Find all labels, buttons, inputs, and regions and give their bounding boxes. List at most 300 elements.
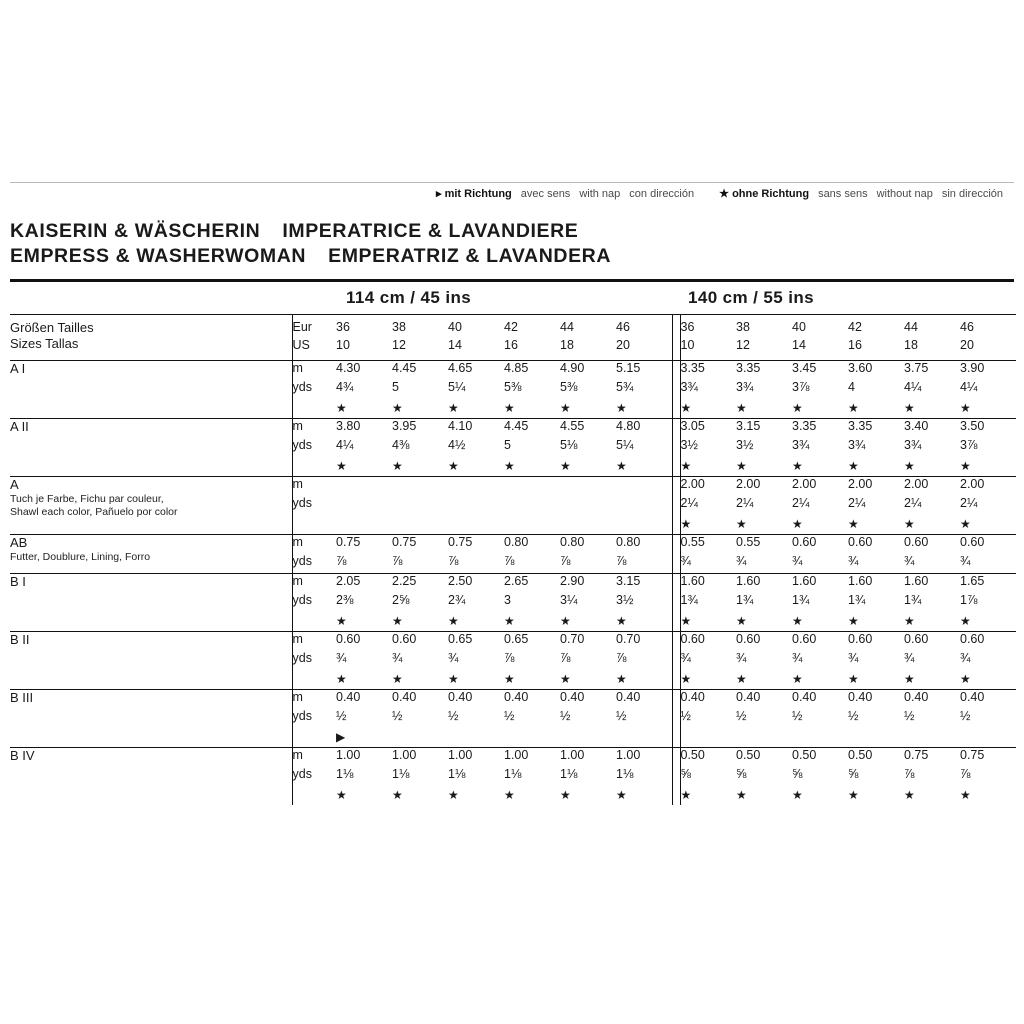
row-label-cell [10,535,292,574]
val-yds: 5 [504,438,511,452]
size-us-4: 16 [504,338,518,352]
table-row [10,748,1016,806]
val-m: 0.50 [792,748,817,762]
val-yds [336,496,392,515]
unit-nap-blank [293,670,337,689]
val-yds: ¾ [904,651,915,665]
val-yds: ¾ [792,554,803,568]
nap-symbol: ★ [616,788,627,802]
val-m: 2.00 [792,477,817,491]
size-col-5 [560,315,616,361]
val-m: 0.55 [680,535,705,549]
nap-symbol: ★ [392,401,403,415]
val-yds: 5⅛ [560,438,578,452]
val-yds: ½ [504,709,515,723]
val-m: 0.70 [616,632,641,646]
nap-symbol: ★ [616,459,627,473]
size-col-11 [904,315,960,361]
val-m: 0.55 [736,535,761,549]
nap-symbol [960,728,1016,747]
nap-symbol: ★ [560,614,571,628]
row-value-col [904,419,960,477]
nap-symbol: ★ [792,788,803,802]
size-eur-5: 44 [560,320,574,334]
row-value-col [616,574,672,632]
unit-m: m [292,361,303,375]
row-label: A II [10,419,29,434]
row-value-col [504,690,560,748]
nap-symbol: ★ [680,788,692,802]
unit-yds: yds [292,496,312,510]
val-yds: 2¼ [960,496,978,510]
row-value-col [336,574,392,632]
size-us-12: 20 [960,338,974,352]
val-m: 0.60 [336,632,361,646]
nap-symbol: ★ [680,517,692,531]
val-yds: 5¼ [616,438,634,452]
row-value-col [792,690,848,748]
val-m [448,477,504,496]
val-m: 0.80 [616,535,641,549]
val-yds: ½ [848,709,859,723]
val-yds: ¾ [792,651,803,665]
val-yds: ¾ [960,651,971,665]
row-label: A I [10,361,26,376]
val-yds: 3 [504,593,511,607]
row-value-col [960,477,1016,535]
nap-symbol [504,515,560,534]
val-yds: ⅝ [848,767,859,781]
nap-symbol [736,728,792,747]
val-yds: ¾ [736,651,747,665]
row-value-col [848,477,904,535]
val-m: 5.15 [616,361,641,375]
nap-symbol: ★ [392,614,403,628]
row-sublabel-2: Shawl each color, Pañuelo por color [10,506,178,518]
nap-symbol: ★ [960,517,971,531]
title-it-fr-1: IMPERATRICE & LAVANDIERE [282,220,579,242]
pattern-titles [10,219,1014,269]
val-yds: 3½ [616,593,634,607]
size-us-10: 16 [848,338,862,352]
val-yds: 2¼ [680,496,698,510]
row-value-col [848,748,904,806]
row-value-col [904,361,960,419]
val-m: 1.00 [504,748,529,762]
val-m: 0.60 [848,632,873,646]
unit-eur: Eur [292,320,312,334]
row-value-col [792,535,848,574]
row-value-col [392,632,448,690]
nap-symbol [392,728,448,747]
val-m: 3.40 [904,419,929,433]
nap-symbol: ★ [904,672,915,686]
row-value-col [848,419,904,477]
width-divider [672,477,680,535]
unit-yds: yds [292,438,312,452]
val-yds: 2¾ [448,593,466,607]
row-value-col [560,632,616,690]
size-eur-10: 42 [848,320,862,334]
nap-symbol: ★ [560,672,571,686]
row-value-col [504,748,560,806]
title-line-2 [10,244,1014,269]
val-yds: 1⅛ [448,767,466,781]
nap-symbol: ★ [792,459,803,473]
row-value-col [960,419,1016,477]
row-value-col [616,632,672,690]
fabric-width-140: 140 cm / 55 ins [688,288,815,307]
width-divider [672,632,680,690]
row-value-col [336,535,392,574]
fabric-chart-sheet [10,182,1014,805]
val-m: 0.40 [904,690,929,704]
row-value-col [616,419,672,477]
nap-symbol: ★ [792,672,803,686]
row-value-col [904,632,960,690]
val-yds: 5¾ [616,380,634,394]
val-m: 0.40 [392,690,417,704]
val-m: 3.90 [960,361,985,375]
nap-symbol: ★ [792,614,803,628]
val-m: 4.55 [560,419,585,433]
nap-symbol: ★ [680,459,692,473]
nap-symbol [792,728,848,747]
row-unit-cell [292,690,336,748]
val-m: 0.60 [736,632,761,646]
row-value-col [504,574,560,632]
nap-symbol: ★ [960,459,971,473]
size-col-8 [736,315,792,361]
val-m [392,477,448,496]
title-es-2: EMPERATRIZ & LAVANDERA [328,245,612,267]
val-yds: ⅝ [680,767,691,781]
row-value-col [560,419,616,477]
val-yds: ⅝ [792,767,803,781]
row-value-col [392,748,448,806]
size-col-3 [448,315,504,361]
width-divider [672,574,680,632]
nap-symbol: ★ [560,788,571,802]
size-us-8: 12 [736,338,750,352]
size-eur-2: 38 [392,320,406,334]
val-yds: ½ [336,709,347,723]
unit-nap-blank [293,457,337,476]
val-m [336,477,392,496]
row-value-col [448,419,504,477]
row-unit-cell [292,574,336,632]
title-de-fr-1: KAISERIN & WÄSCHERIN [10,220,261,242]
with-nap-group [436,187,512,201]
val-yds: 2¼ [904,496,922,510]
unit-yds: yds [292,709,312,723]
val-yds: ⅝ [736,767,747,781]
row-value-col [504,361,560,419]
val-yds: 2¼ [848,496,866,510]
unit-yds: yds [292,593,312,607]
val-m: 0.75 [904,748,929,762]
row-value-col [904,477,960,535]
val-m: 2.00 [904,477,929,491]
val-m: 4.90 [560,361,585,375]
table-row [10,574,1016,632]
row-value-col [680,690,736,748]
val-yds: 1¾ [848,593,866,607]
val-yds: 5 [392,380,399,394]
val-yds: ½ [560,709,571,723]
val-m: 2.00 [680,477,705,491]
nap-symbol: ★ [680,672,692,686]
val-m: 3.95 [392,419,417,433]
val-m: 0.60 [904,535,929,549]
val-yds: 1¾ [904,593,922,607]
size-eur-12: 46 [960,320,974,334]
size-us-1: 10 [336,338,350,352]
nap-symbol: ★ [960,672,971,686]
val-m: 2.50 [448,574,473,588]
nap-symbol: ★ [504,614,515,628]
nap-symbol: ★ [736,672,747,686]
with-nap-fr: avec sens [520,188,571,200]
row-value-col [392,690,448,748]
val-m: 4.30 [336,361,361,375]
val-m: 2.00 [960,477,985,491]
val-yds: 1⅛ [560,767,578,781]
nap-symbol [616,515,672,534]
row-value-col [392,574,448,632]
val-yds: ½ [392,709,403,723]
val-m: 0.75 [448,535,473,549]
nap-symbol: ★ [448,401,459,415]
nap-symbol [616,728,672,747]
row-value-col [904,748,960,806]
size-eur-11: 44 [904,320,918,334]
size-eur-4: 42 [504,320,518,334]
row-label-cell [10,361,292,419]
val-m: 1.65 [960,574,985,588]
row-label: B I [10,574,26,589]
nap-symbol [560,515,616,534]
nap-symbol: ★ [904,401,915,415]
val-m: 0.65 [504,632,529,646]
row-label-cell [10,574,292,632]
unit-m: m [292,574,303,588]
nap-symbol: ★ [960,401,971,415]
size-us-5: 18 [560,338,574,352]
row-label-cell [10,748,292,806]
row-value-col [616,361,672,419]
val-m: 0.75 [960,748,985,762]
row-label: A [10,477,19,492]
val-m [504,477,560,496]
row-value-col [560,535,616,574]
without-nap-es: sin dirección [941,188,1003,200]
val-yds: 4¼ [960,380,978,394]
row-value-col [680,477,736,535]
row-value-col [960,632,1016,690]
row-label: AB [10,535,28,550]
val-m: 4.45 [504,419,529,433]
row-value-col [392,535,448,574]
row-label-cell [10,419,292,477]
row-value-col [848,690,904,748]
row-value-col [336,361,392,419]
nap-symbol: ★ [336,459,347,473]
val-yds: 1⅛ [504,767,522,781]
row-value-col [336,690,392,748]
table-row [10,632,1016,690]
size-col-10 [848,315,904,361]
row-value-col [560,574,616,632]
without-nap-star-icon: ★ [719,188,729,200]
nap-symbol: ★ [848,672,859,686]
val-yds [392,496,448,515]
size-us-11: 18 [904,338,918,352]
row-value-col [736,574,792,632]
val-m: 0.40 [504,690,529,704]
nap-symbol [392,515,448,534]
val-yds: 1¾ [792,593,810,607]
row-value-col [336,419,392,477]
val-m: 0.40 [560,690,585,704]
row-label-cell [10,632,292,690]
row-value-col [680,632,736,690]
row-value-col [736,748,792,806]
nap-symbol [448,515,504,534]
val-m: 2.00 [736,477,761,491]
nap-symbol: ★ [336,401,347,415]
val-yds: ⅞ [616,651,627,665]
unit-yds: yds [292,651,312,665]
table-row [10,361,1016,419]
nap-symbol: ★ [904,788,915,802]
row-value-col [336,477,392,535]
nap-symbol: ★ [736,614,747,628]
row-unit-cell [292,535,336,574]
row-value-col [448,690,504,748]
row-value-col [392,477,448,535]
val-yds: ¾ [904,554,915,568]
val-m [616,477,672,496]
val-yds: ⅞ [560,554,571,568]
size-us-9: 14 [792,338,806,352]
val-yds: 1⅛ [392,767,410,781]
row-value-col [448,748,504,806]
val-m: 0.50 [848,748,873,762]
val-m: 3.45 [792,361,817,375]
val-m: 3.50 [960,419,985,433]
val-m: 4.45 [392,361,417,375]
table-row [10,419,1016,477]
top-divider [10,182,1014,183]
val-yds: 1⅛ [336,767,354,781]
nap-symbol: ★ [504,401,515,415]
val-m: 0.40 [792,690,817,704]
size-us-2: 12 [392,338,406,352]
with-nap-es: con dirección [629,188,695,200]
nap-symbol: ★ [680,614,692,628]
val-m: 3.60 [848,361,873,375]
nap-symbol: ★ [848,788,859,802]
val-m: 4.80 [616,419,641,433]
val-m: 3.35 [792,419,817,433]
val-yds: 1⅞ [960,593,978,607]
unit-nap-blank [293,399,337,418]
val-yds: ¾ [736,554,747,568]
width-divider [672,748,680,806]
val-yds: ⅞ [616,554,627,568]
nap-symbol: ★ [504,672,515,686]
without-nap-en: without nap [876,188,933,200]
val-m: 2.05 [336,574,361,588]
row-value-col [504,632,560,690]
val-m: 3.35 [680,361,705,375]
unit-m: m [292,419,303,433]
title-en-2: EMPRESS & WASHERWOMAN [10,245,307,267]
val-yds: 3½ [736,438,754,452]
val-m: 0.60 [680,632,705,646]
val-yds: 2⅜ [336,593,354,607]
row-value-col [680,574,736,632]
unit-nap-blank [293,728,337,747]
unit-m: m [292,477,303,491]
val-yds: ⅞ [448,554,459,568]
row-value-col [504,535,560,574]
val-m: 0.80 [560,535,585,549]
nap-symbol: ▶ [336,730,346,744]
val-m: 0.40 [848,690,873,704]
val-m: 0.40 [616,690,641,704]
nap-symbol: ★ [960,788,971,802]
val-yds: 3⅞ [792,380,810,394]
val-m [560,477,616,496]
row-value-col [336,748,392,806]
val-yds: 3⅞ [960,438,978,452]
nap-symbol: ★ [336,614,347,628]
val-yds: 4½ [448,438,466,452]
val-yds: ¾ [448,651,459,665]
size-col-4 [504,315,560,361]
val-yds: 3¾ [792,438,810,452]
val-yds: 4¾ [336,380,354,394]
val-yds: 3¼ [560,593,578,607]
size-eur-1: 36 [336,320,350,334]
fabric-width-114: 114 cm / 45 ins [346,288,472,307]
unit-yds: yds [292,380,312,394]
nap-symbol: ★ [392,459,403,473]
row-value-col [792,632,848,690]
val-yds: 4⅜ [392,438,410,452]
nap-symbol: ★ [616,401,627,415]
row-value-col [848,632,904,690]
val-m: 3.15 [616,574,641,588]
without-nap-fr: sans sens [818,188,868,200]
unit-m: m [292,748,303,762]
val-m: 0.60 [392,632,417,646]
with-nap-de: mit Richtung [444,188,512,200]
val-m: 0.40 [680,690,705,704]
fabric-requirements-table [10,314,1016,805]
val-m: 1.60 [736,574,761,588]
width-divider [672,690,680,748]
sizes-label-en-es: Sizes Tallas [10,336,79,351]
val-m: 3.15 [736,419,761,433]
nap-symbol: ★ [680,401,692,415]
val-m: 0.60 [960,535,985,549]
row-value-col [736,632,792,690]
unit-m: m [292,535,303,549]
row-value-col [904,690,960,748]
